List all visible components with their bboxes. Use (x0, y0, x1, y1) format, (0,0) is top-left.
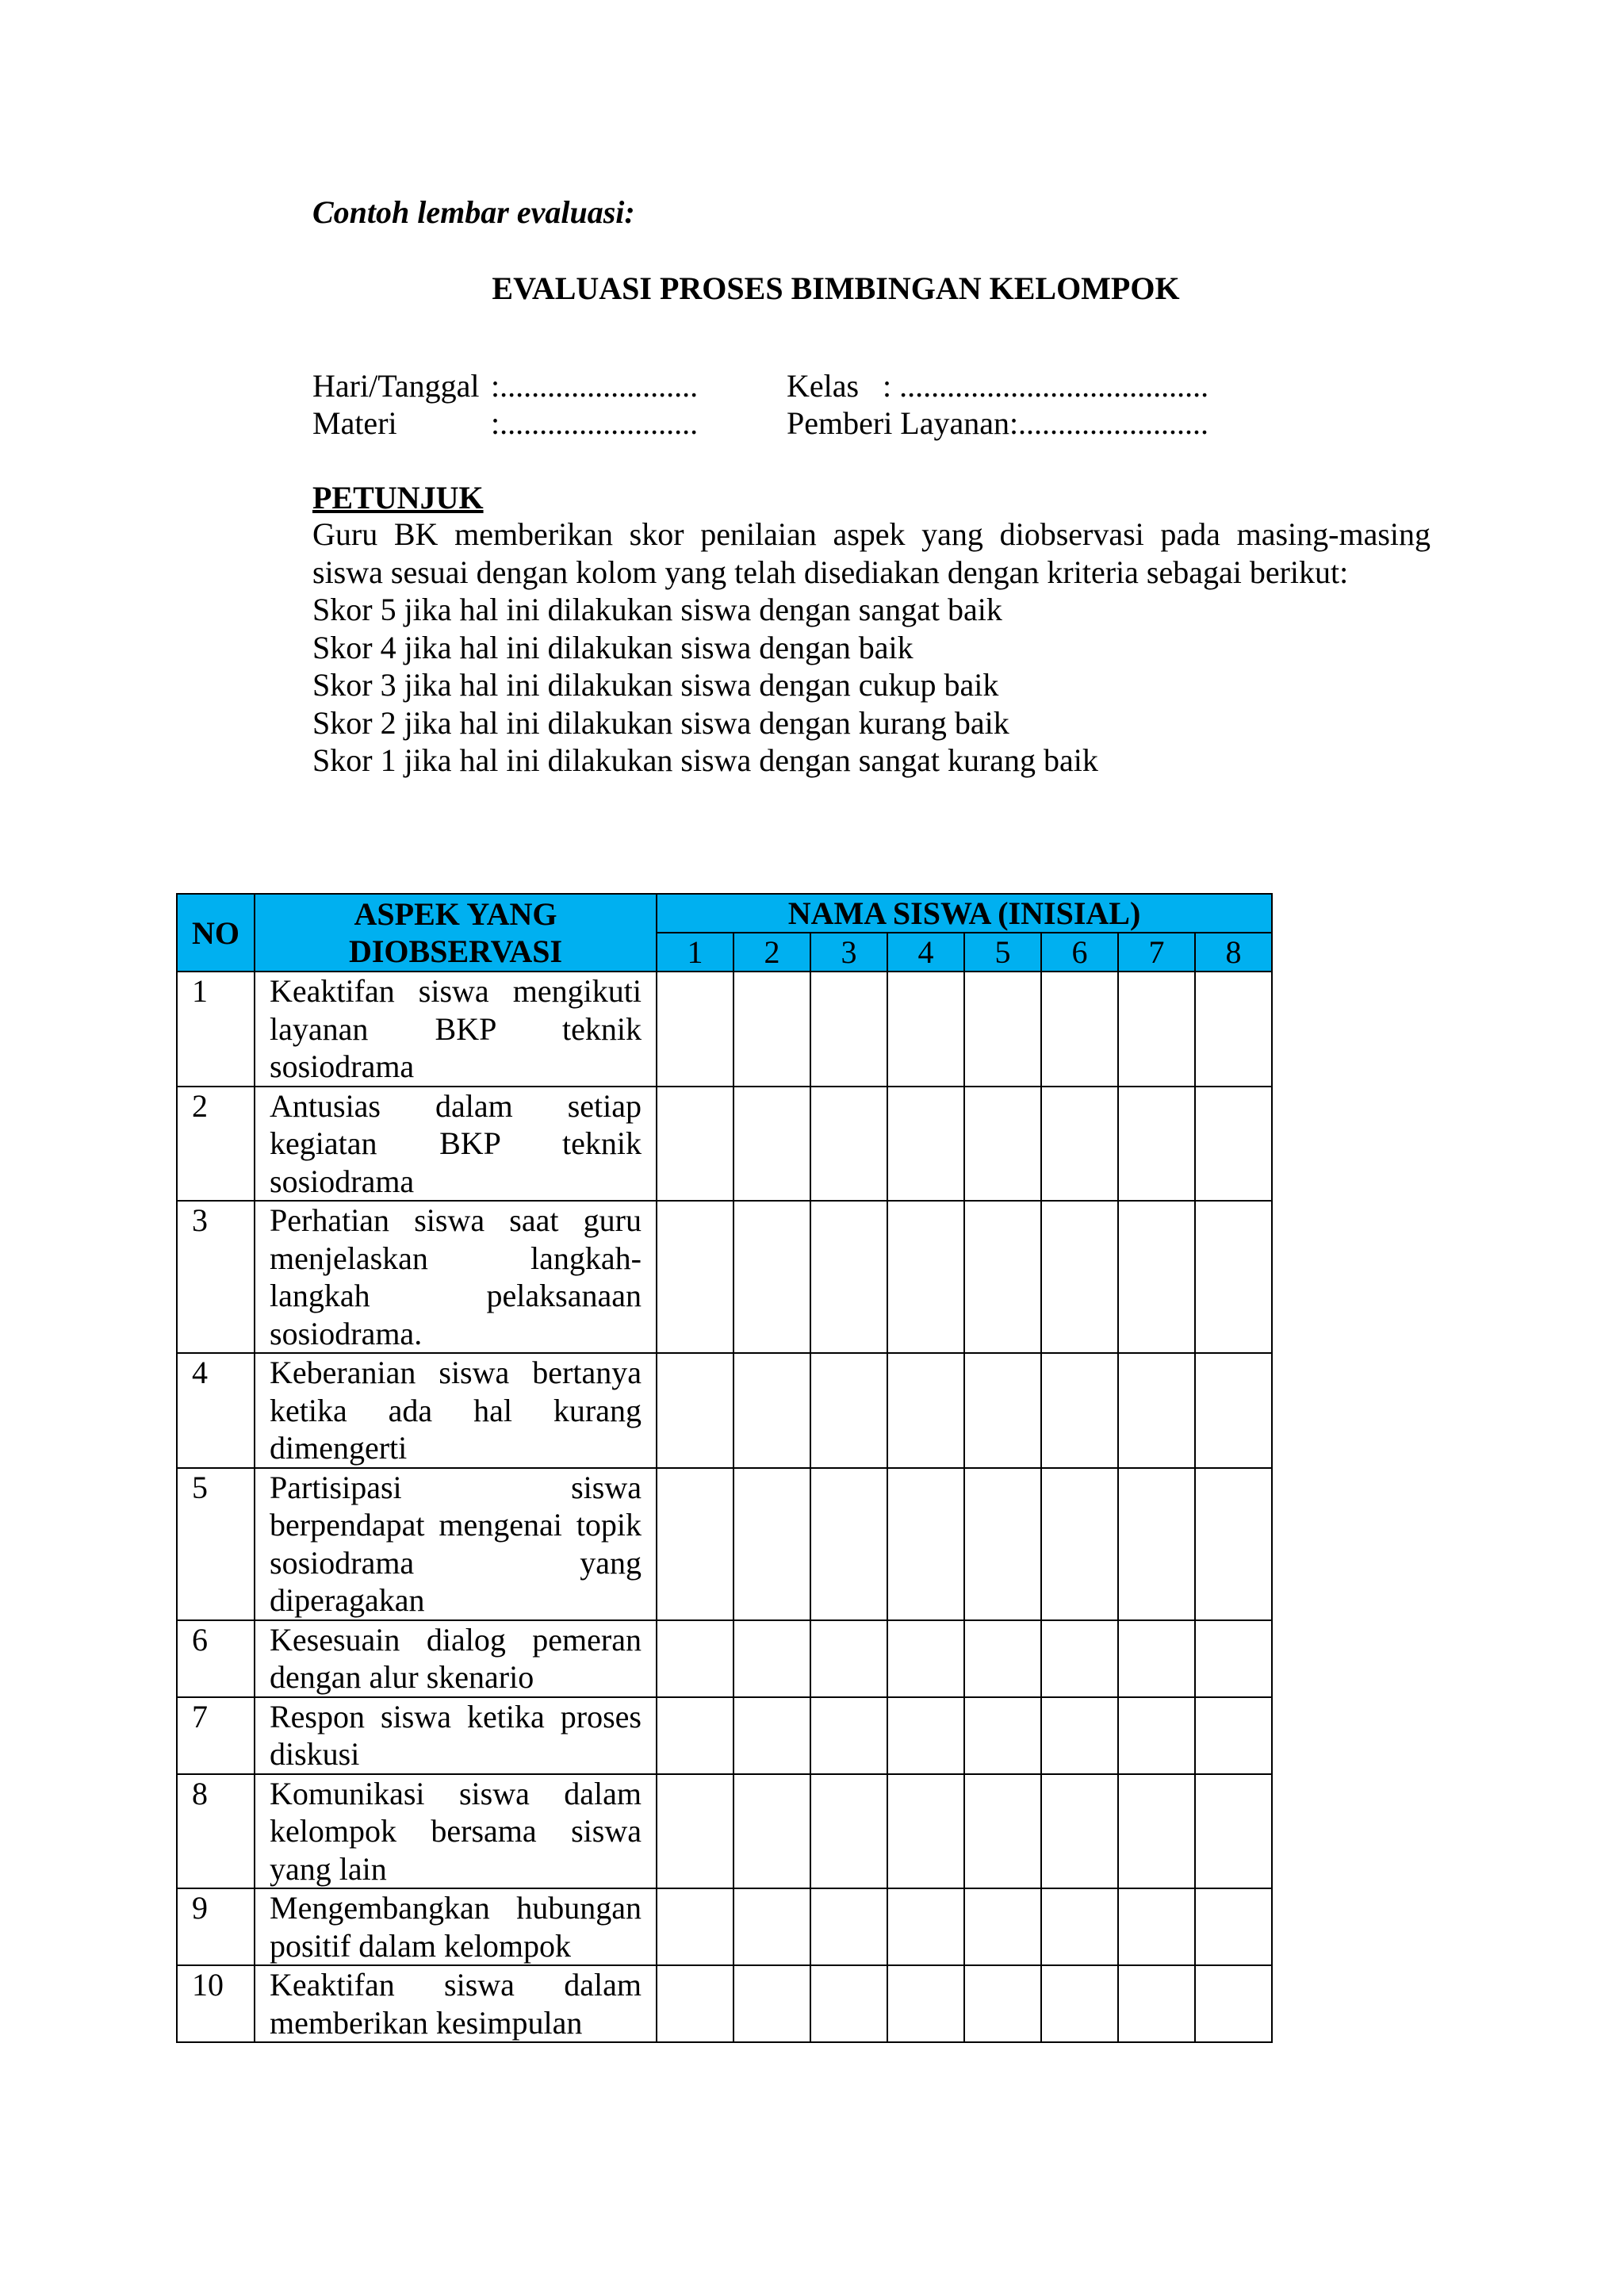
score-cell[interactable] (887, 1620, 964, 1697)
row-number: 7 (177, 1697, 255, 1774)
table-row (177, 1620, 1272, 1697)
header-student-8: 8 (1195, 933, 1272, 972)
score-cell[interactable] (887, 1697, 964, 1774)
row-aspek: Keberanian siswa bertanya ketika ada hal kurang dimengerti (255, 1353, 657, 1468)
score-cell[interactable] (1195, 1353, 1272, 1468)
score-cell[interactable] (887, 1774, 964, 1889)
score-cell[interactable] (887, 1353, 964, 1468)
score-cell[interactable] (1041, 1353, 1118, 1468)
table-row (177, 1201, 1272, 1353)
petunjuk-title: PETUNJUK (312, 480, 484, 516)
score-line: Skor 4 jika hal ini dilakukan siswa dengan baik (312, 629, 914, 665)
score-cell[interactable] (810, 1087, 887, 1202)
score-cell[interactable] (657, 972, 733, 1087)
header-aspek: ASPEK YANG DIOBSERVASI (255, 894, 657, 972)
score-cell[interactable] (733, 972, 810, 1087)
score-cell[interactable] (1118, 1087, 1195, 1202)
row-number: 4 (177, 1353, 255, 1468)
hari-tanggal-value: :......................... (491, 368, 699, 404)
score-cell[interactable] (733, 1468, 810, 1620)
score-cell[interactable] (657, 1774, 733, 1889)
score-cell[interactable] (964, 1620, 1041, 1697)
score-cell[interactable] (1195, 1774, 1272, 1889)
score-cell[interactable] (733, 1697, 810, 1774)
score-cell[interactable] (887, 1888, 964, 1965)
row-number: 2 (177, 1087, 255, 1202)
table-row (177, 1087, 1272, 1202)
score-cell[interactable] (810, 1468, 887, 1620)
pemberi-layanan-label: Pemberi Layanan: (787, 405, 1019, 441)
score-cell[interactable] (810, 1620, 887, 1697)
row-aspek: Antusias dalam setiap kegiatan BKP teknik sosiodrama (255, 1087, 657, 1202)
row-aspek: Partisipasi siswa berpendapat mengenai topik sosiodrama yang diperagakan (255, 1468, 657, 1620)
score-cell[interactable] (657, 1353, 733, 1468)
row-number: 3 (177, 1201, 255, 1353)
table-row (177, 1888, 1272, 1965)
score-cell[interactable] (964, 1087, 1041, 1202)
score-cell[interactable] (1041, 1774, 1118, 1889)
score-cell[interactable] (1195, 1888, 1272, 1965)
score-cell[interactable] (733, 1965, 810, 2042)
table-row (177, 972, 1272, 1087)
table-row (177, 1353, 1272, 1468)
score-cell[interactable] (810, 1965, 887, 2042)
score-cell[interactable] (1195, 972, 1272, 1087)
score-cell[interactable] (887, 1468, 964, 1620)
hari-tanggal-label: Hari/Tanggal (312, 368, 480, 404)
pemberi-layanan-value: ........................ (1018, 405, 1208, 441)
instructions-intro: Guru BK memberikan skor penilaian aspek yang diobservasi pada masing-masing siswa sesuai dengan kolom yang telah disediakan dengan kriteria sebagai berikut: (312, 516, 1431, 590)
score-cell[interactable] (964, 1697, 1041, 1774)
table-row (177, 1697, 1272, 1774)
score-cell[interactable] (657, 1888, 733, 1965)
header-student-7: 7 (1118, 933, 1195, 972)
row-number: 10 (177, 1965, 255, 2042)
score-cell[interactable] (733, 1201, 810, 1353)
score-cell[interactable] (964, 1965, 1041, 2042)
row-number: 5 (177, 1468, 255, 1620)
materi-value: :......................... (491, 405, 699, 441)
score-cell[interactable] (964, 1888, 1041, 1965)
row-aspek: Keaktifan siswa mengikuti layanan BKP teknik sosiodrama (255, 972, 657, 1087)
score-cell[interactable] (657, 1697, 733, 1774)
score-cell[interactable] (1195, 1087, 1272, 1202)
row-aspek: Kesesuain dialog pemeran dengan alur skenario (255, 1620, 657, 1697)
row-aspek: Mengembangkan hubungan positif dalam kelompok (255, 1888, 657, 1965)
score-cell[interactable] (887, 1201, 964, 1353)
kelas-value: : ....................................... (883, 368, 1209, 404)
score-line: Skor 1 jika hal ini dilakukan siswa dengan sangat kurang baik (312, 742, 1098, 778)
score-cell[interactable] (1118, 1965, 1195, 2042)
score-cell[interactable] (1118, 1353, 1195, 1468)
kelas-label: Kelas (787, 368, 860, 404)
instructions (312, 516, 1431, 780)
score-line: Skor 3 jika hal ini dilakukan siswa dengan cukup baik (312, 667, 999, 703)
score-cell[interactable] (810, 1697, 887, 1774)
score-cell[interactable] (1041, 1201, 1118, 1353)
score-cell[interactable] (657, 1201, 733, 1353)
score-cell[interactable] (657, 1087, 733, 1202)
header-student-1: 1 (657, 933, 733, 972)
header-student-6: 6 (1041, 933, 1118, 972)
score-line: Skor 5 jika hal ini dilakukan siswa dengan sangat baik (312, 592, 1002, 627)
score-cell[interactable] (1041, 1965, 1118, 2042)
score-cell[interactable] (1195, 1468, 1272, 1620)
score-cell[interactable] (733, 1620, 810, 1697)
score-cell[interactable] (1195, 1697, 1272, 1774)
score-cell[interactable] (810, 972, 887, 1087)
score-cell[interactable] (1041, 1888, 1118, 1965)
row-aspek: Respon siswa ketika proses diskusi (255, 1697, 657, 1774)
score-cell[interactable] (810, 1201, 887, 1353)
row-number: 1 (177, 972, 255, 1087)
header-student-2: 2 (733, 933, 810, 972)
score-cell[interactable] (733, 1353, 810, 1468)
score-cell[interactable] (810, 1888, 887, 1965)
score-cell[interactable] (1041, 1468, 1118, 1620)
score-cell[interactable] (964, 1201, 1041, 1353)
row-number: 6 (177, 1620, 255, 1697)
score-line: Skor 2 jika hal ini dilakukan siswa dengan kurang baik (312, 704, 1009, 741)
score-cell[interactable] (810, 1774, 887, 1889)
score-cell[interactable] (1118, 1697, 1195, 1774)
score-cell[interactable] (1041, 972, 1118, 1087)
score-cell[interactable] (1118, 1774, 1195, 1889)
score-cell[interactable] (1195, 1965, 1272, 2042)
score-cell[interactable] (657, 1620, 733, 1697)
header-nama-siswa: NAMA SISWA (INISIAL) (657, 894, 1272, 933)
score-cell[interactable] (1118, 1201, 1195, 1353)
score-cell[interactable] (887, 1965, 964, 2042)
header-student-5: 5 (964, 933, 1041, 972)
score-cell[interactable] (1195, 1620, 1272, 1697)
row-number: 9 (177, 1888, 255, 1965)
score-cell[interactable] (733, 1888, 810, 1965)
score-cell[interactable] (657, 1965, 733, 2042)
header-no: NO (177, 894, 255, 972)
document-title: EVALUASI PROSES BIMBINGAN KELOMPOK (492, 270, 1180, 306)
score-cell[interactable] (657, 1468, 733, 1620)
score-cell[interactable] (1118, 1888, 1195, 1965)
score-cell[interactable] (1118, 1620, 1195, 1697)
row-aspek: Perhatian siswa saat guru menjelaskan langkah-langkah pelaksanaan sosiodrama. (255, 1201, 657, 1353)
score-cell[interactable] (733, 1087, 810, 1202)
score-cell[interactable] (1118, 1468, 1195, 1620)
row-number: 8 (177, 1774, 255, 1889)
table-row (177, 1468, 1272, 1620)
header-student-3: 3 (810, 933, 887, 972)
score-cell[interactable] (887, 972, 964, 1087)
score-cell[interactable] (964, 1774, 1041, 1889)
row-aspek: Komunikasi siswa dalam kelompok bersama siswa yang lain (255, 1774, 657, 1889)
score-cell[interactable] (810, 1353, 887, 1468)
score-cell[interactable] (1118, 972, 1195, 1087)
score-cell[interactable] (887, 1087, 964, 1202)
score-cell[interactable] (1041, 1697, 1118, 1774)
materi-label: Materi (312, 405, 397, 441)
table-row (177, 1965, 1272, 2042)
score-cell[interactable] (733, 1774, 810, 1889)
table-row (177, 1774, 1272, 1889)
evaluation-table (176, 893, 1273, 2043)
header-student-4: 4 (887, 933, 964, 972)
score-cell[interactable] (1195, 1201, 1272, 1353)
score-cell[interactable] (964, 1468, 1041, 1620)
score-cell[interactable] (964, 972, 1041, 1087)
score-cell[interactable] (1041, 1087, 1118, 1202)
score-cell[interactable] (1041, 1620, 1118, 1697)
score-cell[interactable] (964, 1353, 1041, 1468)
row-aspek: Keaktifan siswa dalam memberikan kesimpulan (255, 1965, 657, 2042)
example-heading: Contoh lembar evaluasi: (312, 194, 635, 230)
